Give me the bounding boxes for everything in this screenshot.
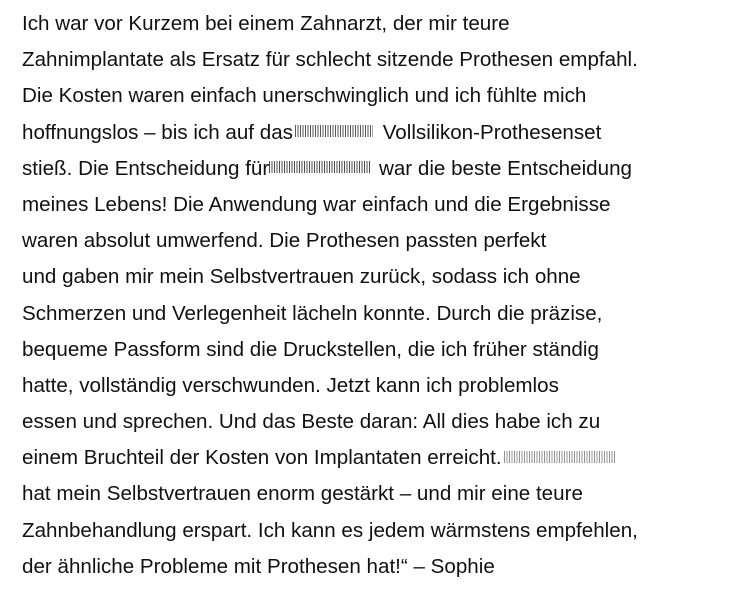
text-line-5-end: war die beste Entscheidung: [373, 156, 632, 180]
redacted-brand-mark: [295, 125, 373, 137]
text-line-4: [22, 115, 742, 151]
text-line-14: hat mein Selbstvertrauen enorm gestärkt – und mir eine teure: [22, 482, 583, 506]
text-line-5-start: stieß. Die Entscheidung für: [22, 156, 270, 180]
testimonial-text: [22, 6, 742, 585]
text-line-8: und gaben mir mein Selbstvertrauen zurück, sodass ich ohne: [22, 265, 581, 289]
text-line-15: Zahnbehandlung erspart. Ich kann es jedem wärmstens empfehlen,: [22, 518, 638, 542]
text-line-13-start: einem Bruchteil der Kosten von Implantaten erreicht.: [22, 446, 502, 470]
text-line-7: waren absolut umwerfend. Die Prothesen passten perfekt: [22, 229, 547, 253]
redacted-brand-mark: [269, 161, 371, 173]
text-line-1: Ich war vor Kurzem bei einem Zahnarzt, der mir teure: [22, 12, 510, 35]
text-line-16: der ähnliche Probleme mit Prothesen hat!“ – Sophie: [22, 554, 495, 578]
text-line-12: essen und sprechen. Und das Beste daran: All dies habe ich zu: [22, 410, 601, 434]
text-line-4-end: Vollsilikon-Prothesenset: [376, 120, 602, 144]
redacted-brand-mark: [504, 451, 616, 463]
text-line-5: [22, 151, 742, 187]
text-line-2: Zahnimplantate als Ersatz für schlecht sitzende Prothesen empfahl.: [22, 48, 638, 72]
text-line-3: Die Kosten waren einfach unerschwinglich und ich fühlte mich: [22, 84, 587, 108]
text-line-4-start: hoffnungslos – bis ich auf das: [22, 120, 293, 144]
text-line-13: [22, 440, 742, 476]
text-line-10: bequeme Passform sind die Druckstellen, die ich früher ständig: [22, 337, 599, 361]
text-line-9: Schmerzen und Verlegenheit lächeln konnte. Durch die präzise,: [22, 301, 603, 325]
text-line-11: hatte, vollständig verschwunden. Jetzt kann ich problemlos: [22, 373, 559, 397]
text-line-6: meines Lebens! Die Anwendung war einfach und die Ergebnisse: [22, 192, 611, 216]
